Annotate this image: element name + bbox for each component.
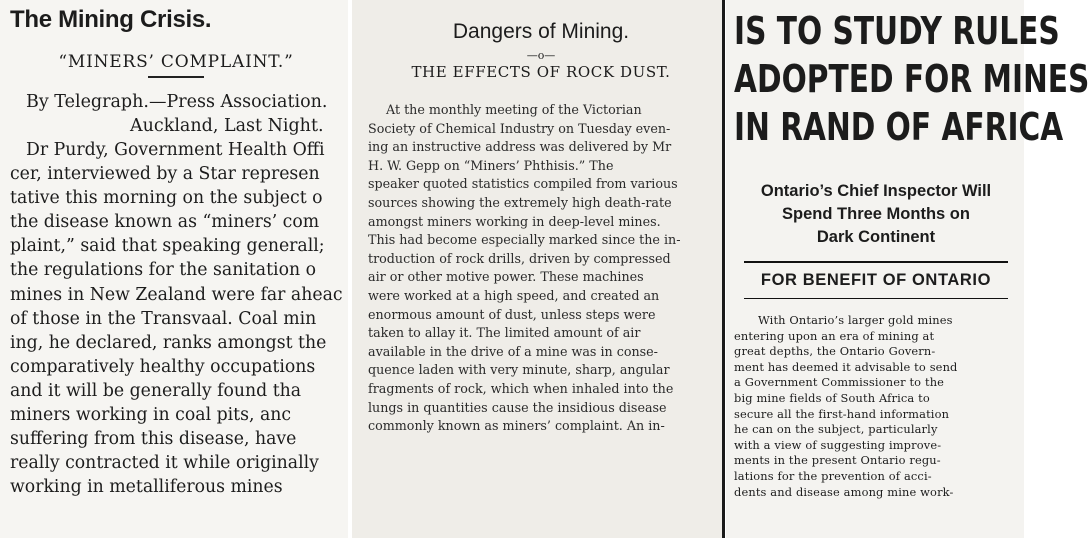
body-line: ment has deemed it advisable to send xyxy=(734,359,958,374)
body-line: H. W. Gepp on “Miners’ Phthisis.” The xyxy=(368,157,614,173)
article-deck xyxy=(734,180,1018,249)
body-line: mines in New Zealand were far aheac xyxy=(10,284,343,305)
body-line: speaker quoted statistics compiled from various xyxy=(368,176,678,192)
body-line: ments in the present Ontario regu- xyxy=(734,453,941,468)
body-line: of those in the Transvaal. Coal min xyxy=(10,308,317,329)
body-line: plaint,” said that speaking generall; xyxy=(10,236,325,257)
article-mining-crisis xyxy=(0,0,348,538)
body-line: ing an instructive address was delivered by Mr xyxy=(368,139,672,155)
body-line: the regulations for the sanitation o xyxy=(10,260,316,281)
headline-line: IN RAND OF AFRICA xyxy=(734,105,1064,149)
body-line: ing, he declared, ranks amongst the xyxy=(10,332,327,353)
title-rule xyxy=(148,76,204,78)
body-line: great depths, the Ontario Govern- xyxy=(734,344,936,359)
body-line: a Government Commissioner to the xyxy=(734,375,945,390)
article-dangers-of-mining xyxy=(352,0,722,538)
body-line: sources showing the extremely high death-rate xyxy=(368,194,672,210)
body-line: cer, interviewed by a Star represen xyxy=(10,164,320,185)
article-subtitle: “MINERS’ COMPLAINT.” xyxy=(58,52,294,72)
body-line: big mine fields of South Africa to xyxy=(734,390,930,405)
body-line: tative this morning on the subject o xyxy=(10,188,323,209)
body-line: entering upon an era of mining at xyxy=(734,328,935,343)
section-rule xyxy=(744,261,1008,263)
body-line: with a view of suggesting improve- xyxy=(734,437,942,452)
body-line: lations for the prevention of acci- xyxy=(734,468,932,483)
article-body xyxy=(368,101,714,436)
deck-line: Ontario’s Chief Inspector Will xyxy=(760,182,992,200)
article-title: Dangers of Mining. xyxy=(452,20,630,43)
body-line: air or other motive power. These machines xyxy=(368,269,644,285)
article-title: The Mining Crisis. xyxy=(10,6,212,33)
body-line: dents and disease among mine work- xyxy=(734,484,954,499)
body-line: Society of Chemical Industry on Tuesday even- xyxy=(368,120,671,136)
body-line: he can on the subject, particularly xyxy=(734,422,938,437)
body-line: fragments of rock, which when inhaled into the xyxy=(368,380,674,396)
deck-line: Spend Three Months on xyxy=(782,205,970,223)
body-line: At the monthly meeting of the Victorian xyxy=(386,102,642,117)
body-line: Dr Purdy, Government Health Offi xyxy=(26,140,325,160)
body-line: commonly known as miners’ complaint. An in- xyxy=(368,418,665,434)
body-line: really contracted it while originally xyxy=(10,453,319,474)
article-dateline: Auckland, Last Night. xyxy=(130,116,324,136)
body-line: the disease known as “miners’ com xyxy=(10,212,320,233)
deck-line: Dark Continent xyxy=(816,228,936,246)
body-line: troduction of rock drills, driven by compressed xyxy=(368,250,671,266)
headline-line: IS TO STUDY RULES xyxy=(734,9,1060,53)
body-line: enormous amount of dust, unless steps were xyxy=(368,306,656,322)
body-line: were worked at a high speed, and created an xyxy=(368,287,660,303)
article-headline xyxy=(734,8,1089,150)
body-line: comparatively healthy occupations xyxy=(10,356,316,377)
article-subhead: FOR BENEFIT OF ONTARIO xyxy=(760,271,992,289)
article-subtitle: THE EFFECTS OF ROCK DUST. xyxy=(411,63,671,81)
body-line: available in the drive of a mine was in conse- xyxy=(368,343,658,359)
body-line: lungs in quantities cause the insidious disease xyxy=(368,399,667,415)
body-line: suffering from this disease, have xyxy=(10,429,297,450)
article-body xyxy=(734,313,1018,500)
article-byline: By Telegraph.—Press Association. xyxy=(26,92,328,112)
body-line: working in metalliferous mines xyxy=(10,477,283,498)
article-rand-of-africa xyxy=(726,0,1089,538)
body-line: amongst miners working in deep-level mines. xyxy=(368,213,661,229)
headline-line: ADOPTED FOR MINES xyxy=(734,57,1089,101)
article-body xyxy=(10,138,342,499)
body-line: and it will be generally found tha xyxy=(10,380,302,401)
body-line: This had become especially marked since the in- xyxy=(368,232,681,248)
section-rule xyxy=(744,298,1008,299)
body-line: taken to allay it. The limited amount of air xyxy=(368,325,641,341)
body-line: secure all the first-hand information xyxy=(734,406,950,421)
body-line: quence laden with very minute, sharp, angular xyxy=(368,362,670,378)
body-line: miners working in coal pits, anc xyxy=(10,405,292,426)
ornament-divider: —o— xyxy=(526,49,556,62)
body-line: With Ontario’s larger gold mines xyxy=(758,313,953,327)
column-divider xyxy=(722,0,725,538)
